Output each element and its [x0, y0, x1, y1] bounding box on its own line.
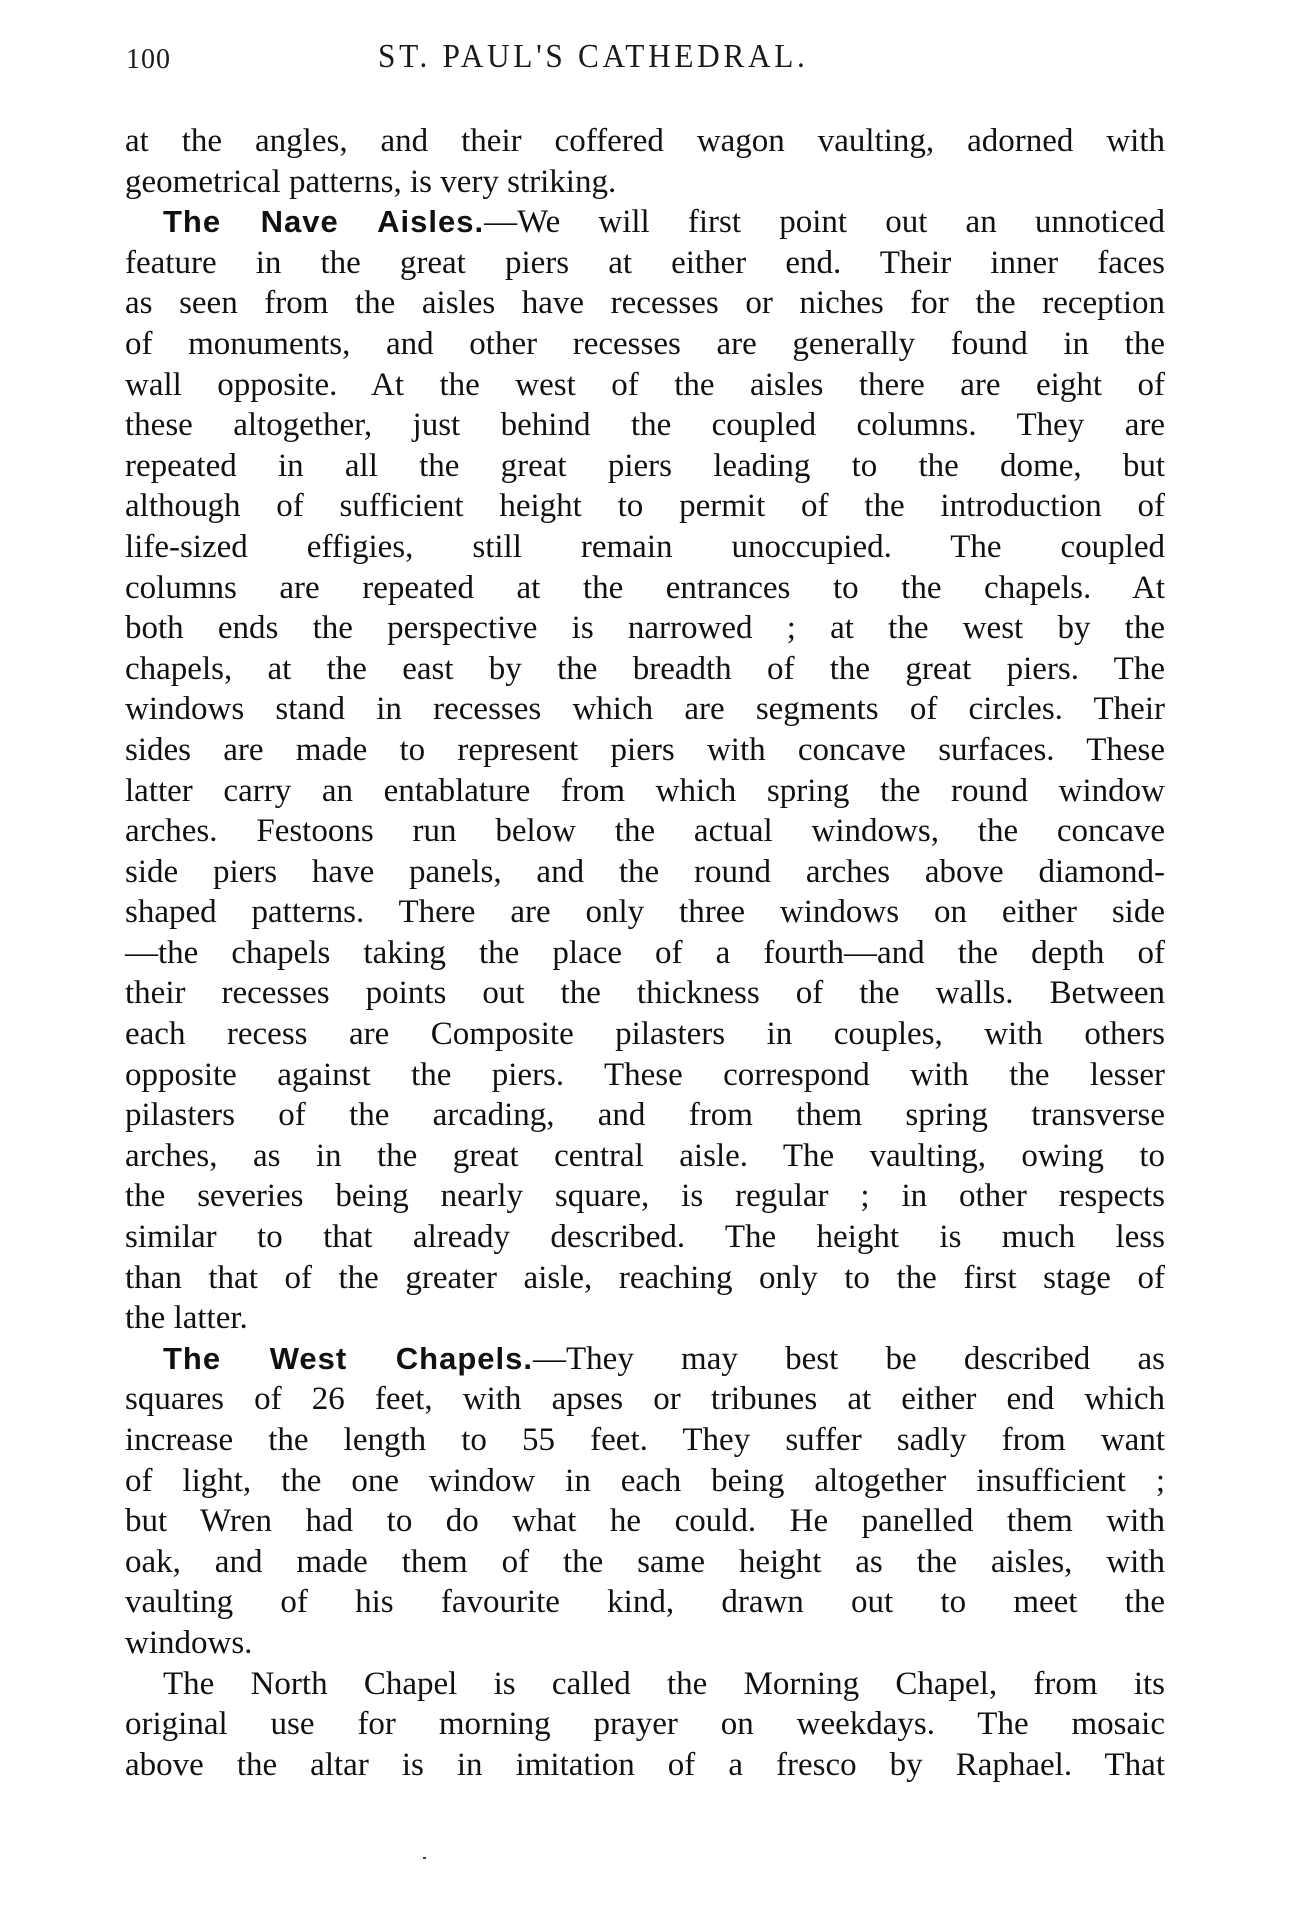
running-title: ST. PAUL'S CATHEDRAL. [378, 38, 809, 75]
line-text: wall opposite. At the west of the aisles there are eight of [125, 366, 1165, 403]
line-text: —They may best be described as [533, 1340, 1165, 1377]
text-line [125, 1095, 1165, 1136]
line-text: the latter. [125, 1300, 248, 1337]
line-text: —We will first point out an unnoticed [484, 204, 1165, 241]
text-line [125, 121, 1165, 162]
text-line [125, 973, 1165, 1014]
line-text: each recess are Composite pilasters in couples, with others [125, 1016, 1165, 1053]
text-line [125, 730, 1165, 771]
text-line [125, 486, 1165, 527]
text-line [125, 1258, 1165, 1299]
text-line [125, 1461, 1165, 1502]
text-line [125, 1623, 1165, 1664]
text-line [125, 1014, 1165, 1055]
line-text: oak, and made them of the same height as the aisles, with [125, 1543, 1165, 1580]
line-text: windows stand in recesses which are segments of circles. Their [125, 691, 1165, 728]
section-heading-line [125, 202, 1165, 243]
section-heading: The Nave Aisles. [163, 204, 485, 240]
line-text: latter carry an entablature from which spring the round window [125, 772, 1165, 809]
text-line [125, 689, 1165, 730]
line-text: opposite against the piers. These correspond with the lesser [125, 1056, 1165, 1093]
text-line [125, 446, 1165, 487]
text-line [125, 1664, 1165, 1705]
line-text: of monuments, and other recesses are generally found in the [125, 325, 1165, 362]
line-text: at the angles, and their coffered wagon vaulting, adorned with [125, 123, 1165, 159]
line-text: shaped patterns. There are only three windows on either side [125, 894, 1165, 931]
line-text: The North Chapel is called the Morning Chapel, from its [163, 1665, 1165, 1702]
text-line [125, 852, 1165, 893]
line-text: chapels, at the east by the breadth of the great piers. The [125, 650, 1165, 687]
line-text: pilasters of the arcading, and from them spring transverse [125, 1097, 1165, 1134]
line-text: feature in the great piers at either end. Their inner faces [125, 244, 1165, 281]
text-line [125, 283, 1165, 324]
text-line [125, 568, 1165, 609]
text-line [125, 162, 1165, 203]
text-line [125, 1704, 1165, 1745]
text-line [125, 405, 1165, 446]
text-line [125, 1176, 1165, 1217]
line-text: repeated in all the great piers leading to the dome, but [125, 447, 1165, 484]
section-heading-line [125, 1339, 1165, 1380]
section-heading: The West Chapels. [163, 1340, 534, 1376]
line-text: side piers have panels, and the round arches above diamond- [125, 853, 1165, 890]
line-text: columns are repeated at the entrances to the chapels. At [125, 569, 1165, 606]
line-text: arches. Festoons run below the actual windows, the concave [125, 813, 1165, 850]
line-text: of light, the one window in each being altogether insufficient ; [125, 1462, 1165, 1499]
text-line [125, 527, 1165, 568]
text-line [125, 892, 1165, 933]
text-line [125, 811, 1165, 852]
line-text: geometrical patterns, is very striking. [125, 163, 617, 200]
line-text: both ends the perspective is narrowed ; at the west by the [125, 610, 1165, 647]
text-line [125, 771, 1165, 812]
line-text: as seen from the aisles have recesses or niches for the reception [125, 285, 1165, 322]
line-text: squares of 26 feet, with apses or tribunes at either end which [125, 1381, 1165, 1418]
text-line [125, 1379, 1165, 1420]
line-text: although of sufficient height to permit of the introduction of [125, 488, 1165, 525]
text-line [125, 1420, 1165, 1461]
line-text: arches, as in the great central aisle. The vaulting, owing to [125, 1137, 1165, 1174]
text-line [125, 1217, 1165, 1258]
text-line [125, 324, 1165, 365]
line-text: these altogether, just behind the coupled columns. They are [125, 407, 1165, 444]
text-line [125, 1582, 1165, 1623]
text-line [125, 1501, 1165, 1542]
line-text: than that of the greater aisle, reaching only to the first stage of [125, 1259, 1165, 1296]
line-text: the severies being nearly square, is regular ; in other respects [125, 1178, 1165, 1215]
line-text: life-sized effigies, still remain unoccupied. The coupled [125, 528, 1165, 565]
text-line [125, 649, 1165, 690]
text-line [125, 243, 1165, 284]
line-text: sides are made to represent piers with concave surfaces. These [125, 731, 1165, 768]
page-number: 100 [126, 44, 171, 75]
line-text: similar to that already described. The height is much less [125, 1219, 1165, 1256]
line-text: increase the length to 55 feet. They suffer sadly from want [125, 1422, 1165, 1458]
body-text [125, 121, 1165, 1785]
line-text: vaulting of his favourite kind, drawn out to meet the [125, 1584, 1165, 1621]
line-text: their recesses points out the thickness of the walls. Between [125, 975, 1165, 1012]
line-text: —the chapels taking the place of a fourth—and the depth of [125, 934, 1165, 971]
line-text: windows. [125, 1624, 253, 1661]
text-line [125, 1136, 1165, 1177]
text-line [125, 365, 1165, 406]
text-line [125, 1745, 1165, 1786]
scan-speck [423, 1857, 426, 1859]
text-line [125, 1055, 1165, 1096]
line-text: but Wren had to do what he could. He panelled them with [125, 1503, 1165, 1540]
text-line [125, 1298, 1165, 1339]
text-line [125, 933, 1165, 974]
line-text: original use for morning prayer on weekdays. The mosaic [125, 1706, 1165, 1743]
line-text: above the altar is in imitation of a fresco by Raphael. That [125, 1746, 1165, 1783]
text-line [125, 1542, 1165, 1583]
text-line [125, 608, 1165, 649]
